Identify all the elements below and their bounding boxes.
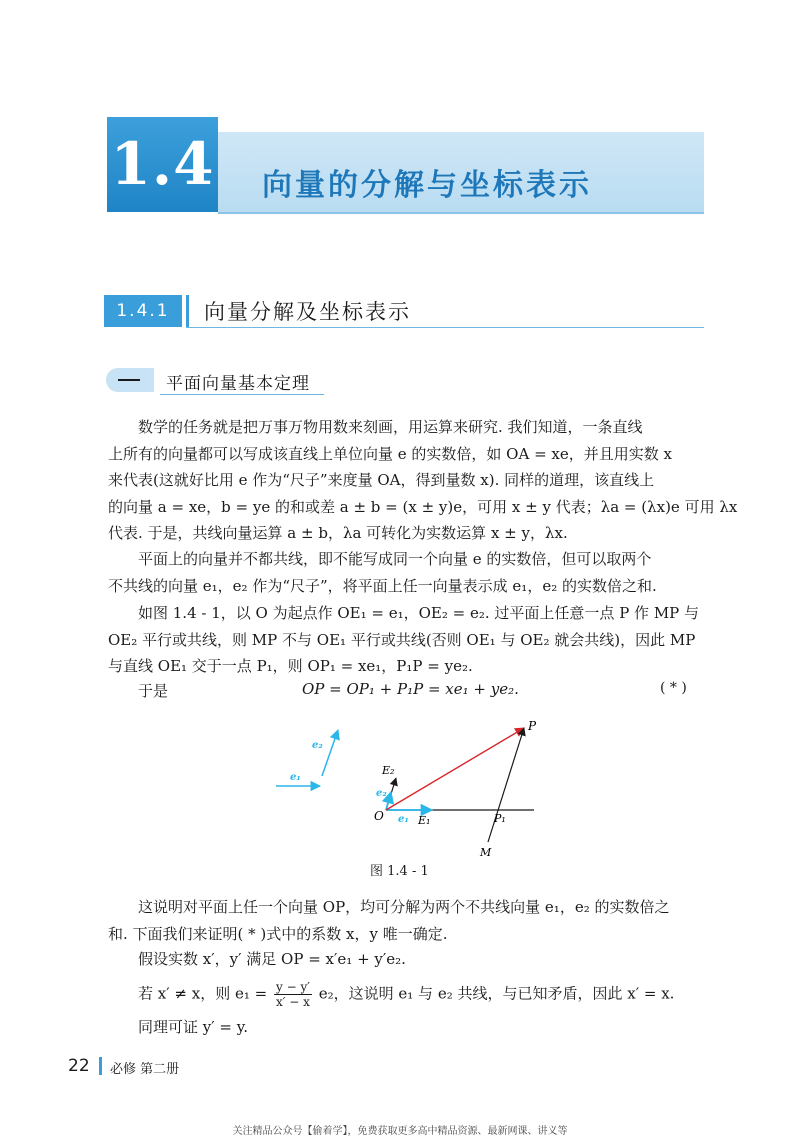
text-line: 平面上的向量并不都共线，即不能写成同一个向量 e 的实数倍，但可以取两个 — [138, 550, 652, 568]
paragraph-7 — [108, 1014, 704, 1041]
label-E2: E₂ — [382, 764, 395, 777]
text-segment: e₂，这说明 e₁ 与 e₂ 共线，与已知矛盾，因此 x′ = x. — [318, 984, 675, 1003]
promo-footer: 关注精品公众号【偷着学】，免费获取更多高中精品资源、最新网课、讲义等 — [232, 1126, 568, 1137]
label-free-e1: e₁ — [290, 772, 301, 783]
equation-prefix: 于是 — [138, 682, 169, 700]
text-line: 代表. 于是，共线向量运算 a ± b，λa 可转化为实数运算 x ± y，λx. — [108, 524, 568, 542]
text-line: 上所有的向量都可以写成该直线上单位向量 e 的实数倍，如 OA = xe，并且用实数 x — [108, 444, 672, 463]
label-O: O — [374, 809, 384, 823]
text-line: 的向量 a = xe，b = ye 的和或差 a ± b = (x ± y)e，可用 x ± y 代表；λa = (λx)e 可用 λx — [108, 497, 738, 516]
text-line: 这说明对平面上任一个向量 OP，均可分解为两个不共线向量 e₁，e₂ 的实数倍之 — [138, 898, 670, 916]
text-line: 如图 1.4 - 1，以 O 为起点作 OE₁ = e₁，OE₂ = e₂. 过平面上任意一点 P 作 MP 与 — [138, 604, 700, 622]
fraction-numerator: y − y′ — [275, 980, 310, 994]
text-line: 不共线的向量 e₁，e₂ 作为“尺子”，将平面上任一向量表示成 e₁，e₂ 的实数倍之和. — [108, 576, 657, 595]
paragraph-4 — [108, 894, 704, 947]
label-e1: e₁ — [398, 814, 409, 825]
section-number: 1.4 — [110, 130, 215, 198]
text-line: 与直线 OE₁ 交于一点 P₁，则 OP₁ = xe₁，P₁P = ye₂. — [108, 657, 473, 675]
topic-title: 平面向量基本定理 — [166, 374, 310, 394]
paragraph-3 — [108, 600, 704, 680]
vector-decomposition-figure — [260, 712, 560, 860]
label-M: M — [480, 846, 492, 859]
text-segment: 若 x′ ≠ x，则 e₁ = — [138, 984, 268, 1003]
label-e2: e₂ — [376, 788, 387, 799]
label-P: P — [528, 719, 537, 733]
free-e2-arrow — [322, 730, 338, 776]
topic-marker — [118, 379, 140, 381]
subsection-title: 向量分解及坐标表示 — [204, 300, 411, 324]
text-line: 和. 下面我们来证明( * )式中的系数 x，y 唯一确定. — [108, 924, 448, 943]
equation: OP = OP₁ + P₁P = xe₁ + ye₂. — [302, 680, 519, 698]
text-line: 同理可证 y′ = y. — [138, 1018, 249, 1036]
label-P1: P₁ — [494, 812, 506, 825]
section-title: 向量的分解与坐标表示 — [262, 168, 592, 203]
fraction-denominator: x′ − x — [275, 995, 310, 1009]
paragraph-5 — [108, 946, 704, 973]
page-number: 22 — [68, 1056, 90, 1076]
figure-caption: 图 1.4 - 1 — [370, 864, 429, 879]
label-free-e2: e₂ — [312, 740, 323, 751]
book-name: 必修 第二册 — [110, 1062, 180, 1077]
vector-OP — [386, 728, 524, 810]
page-number-separator — [99, 1057, 102, 1075]
fraction — [274, 980, 312, 1009]
subsection-underline — [186, 327, 704, 328]
subsection-number: 1.4.1 — [116, 301, 170, 321]
label-E1: E₁ — [418, 814, 431, 827]
subsection-separator — [186, 295, 189, 327]
text-line: 假设实数 x′，y′ 满足 OP = x′e₁ + y′e₂. — [138, 950, 406, 968]
topic-underline — [160, 394, 324, 395]
equation-tag: ( * ) — [660, 680, 687, 696]
text-line: OE₂ 平行或共线，则 MP 不与 OE₁ 平行或共线(否则 OE₁ 与 OE₂ 就会共线)，因此 MP — [108, 630, 696, 649]
text-line: 数学的任务就是把万事万物用数来刻画，用运算来研究. 我们知道，一条直线 — [138, 418, 643, 436]
text-line: 来代表(这就好比用 e 作为“尺子”来度量 OA，得到量数 x). 同样的道理，该直线上 — [108, 471, 655, 489]
paragraph-1 — [108, 414, 738, 547]
paragraph-6 — [138, 980, 674, 1009]
paragraph-2 — [108, 546, 704, 599]
